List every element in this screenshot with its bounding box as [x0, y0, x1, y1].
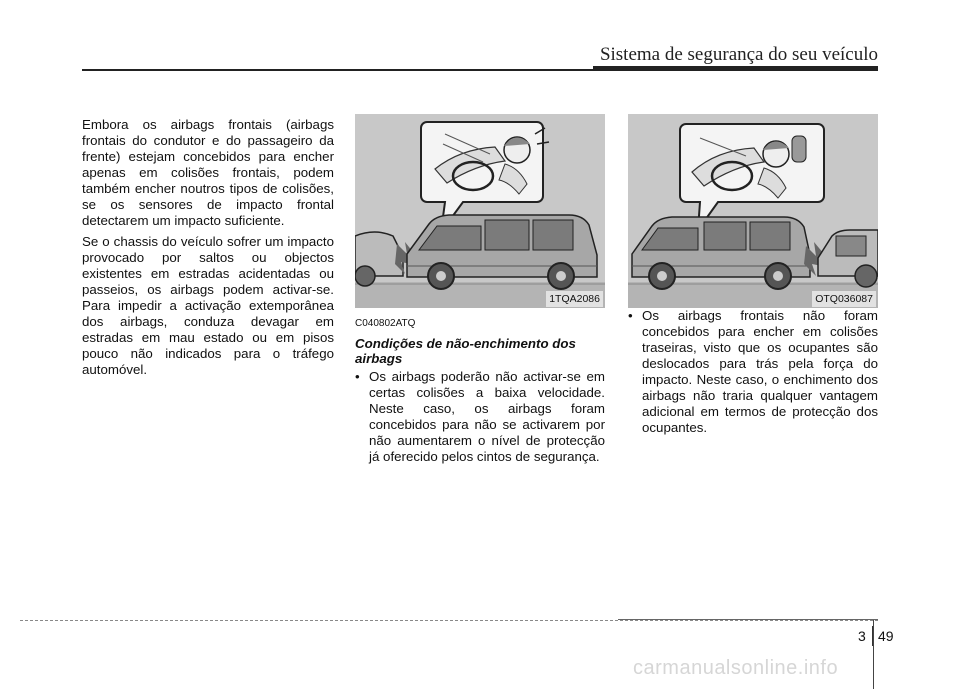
- illustration-van-front-collision: [355, 114, 605, 308]
- footer-rule: [20, 620, 878, 621]
- figure-frontal-low-speed: [355, 114, 605, 308]
- figure-code: 1TQA2086: [546, 291, 603, 307]
- page-chapter-number: 3: [858, 628, 866, 644]
- paragraph-frontal-airbags: Embora os airbags frontais (airbags frontais do condutor e do passageiro da frente) estejam concebidos para encher apenas em colisões frontais, podem também encher noutros tipos de colisões, se os sensores de impacto frontal detectarem um impacto suficiente.: [82, 117, 334, 228]
- footer-vertical-rule: [873, 620, 874, 689]
- footer-rule-solid: [618, 619, 878, 620]
- figure-rear-collision: [628, 114, 878, 308]
- illustration-van-rear-collision: [628, 114, 878, 308]
- bullet-low-speed: • Os airbags poderão não activar-se em certas colisões a baixa velocidade. Neste caso, os airbags foram concebidos para não se activarem por não aumentarem o nível de protecção já oferecido pelos cintos de segurança.: [355, 369, 605, 465]
- column-left: [82, 117, 334, 383]
- paragraph-chassis-impact: Se o chassis do veículo sofrer um impacto provocado por saltos ou objectos existentes em estradas acidentadas ou passeios, os airbags podem activar-se. Para impedir a activação extemporânea dos airbags, conduza devagar em estradas em mau estado ou em pisos pouco não indicados para o tráfego automóvel.: [82, 234, 334, 377]
- page-number-value: 49: [878, 628, 894, 644]
- chapter-title: Sistema de segurança do seu veículo: [599, 44, 878, 65]
- page-number-separator: [872, 626, 873, 646]
- column-right: [628, 114, 878, 441]
- section-code: C040802ATQ: [355, 318, 416, 329]
- bullet-rear-collision: • Os airbags frontais não foram concebidos para encher em colisões traseiras, visto que os ocupantes são deslocados para trás pela força do impacto. Neste caso, o enchimento dos airbags não traria qualquer vantagem adicional em termos de protecção dos ocupantes.: [628, 308, 878, 436]
- watermark: carmanualsonline.info: [633, 657, 839, 679]
- column-middle: [355, 114, 605, 470]
- section-title: Condições de não-enchimento dos airbags: [355, 336, 576, 366]
- header-rule-accent: [593, 66, 878, 70]
- figure-code: OTQ036087: [812, 291, 876, 307]
